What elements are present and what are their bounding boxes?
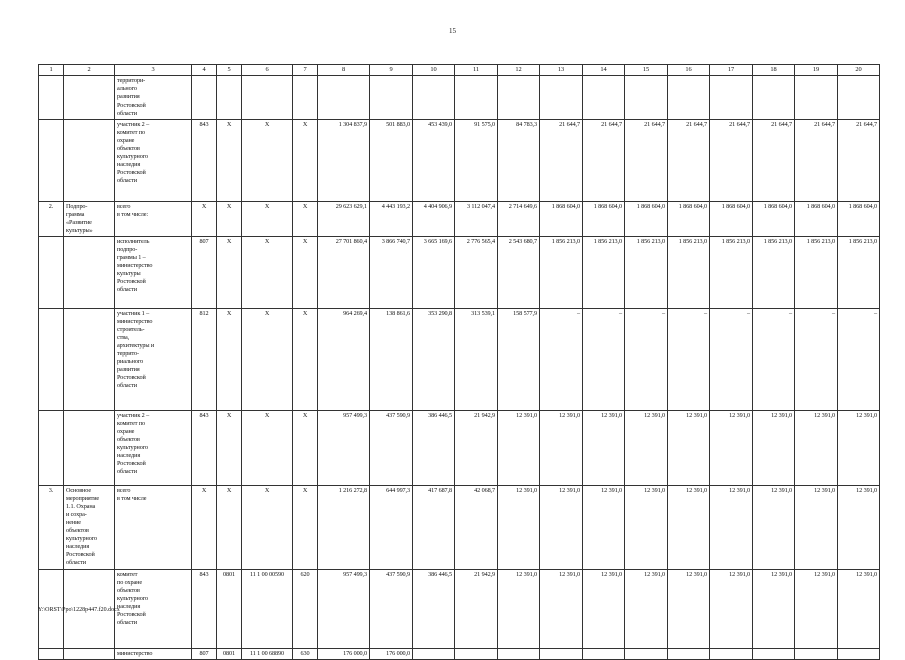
table-cell: 386 446,5 (413, 410, 455, 485)
table-cell: 1 868 604,0 (540, 201, 583, 236)
table-cell (64, 648, 115, 659)
table-cell: 21 942,9 (455, 569, 498, 648)
table-cell (64, 119, 115, 201)
table-cell: 12 391,0 (583, 410, 625, 485)
table-cell: 3 665 169,6 (413, 236, 455, 308)
table-cell: 21 644,7 (583, 119, 625, 201)
table-cell (838, 76, 880, 119)
table-cell (39, 410, 64, 485)
table-cell: 12 391,0 (795, 569, 838, 648)
table-cell: 807 (192, 236, 217, 308)
table-cell: – (753, 308, 795, 410)
table-cell: министерство (115, 648, 192, 659)
table-cell (838, 648, 880, 659)
table-cell: 620 (293, 569, 318, 648)
table-cell: 21 644,7 (668, 119, 710, 201)
table-cell (710, 648, 753, 659)
table-cell: 42 068,7 (455, 485, 498, 569)
table-cell: Х (217, 201, 242, 236)
table-cell: 1 868 604,0 (753, 201, 795, 236)
table-cell: 176 000,0 (318, 648, 370, 659)
table-cell: Х (293, 485, 318, 569)
table-cell: 4 404 906,9 (413, 201, 455, 236)
table-row (39, 485, 880, 569)
table-cell: 843 (192, 119, 217, 201)
table-cell: комитет по охране объектов культурного наследия Ростовской области (115, 569, 192, 648)
table-cell: Х (192, 485, 217, 569)
table-cell: 4 443 193,2 (370, 201, 413, 236)
column-number: 6 (242, 65, 293, 76)
table-cell: 12 391,0 (795, 410, 838, 485)
table-cell: 1 868 604,0 (625, 201, 668, 236)
table-cell: 12 391,0 (540, 410, 583, 485)
table-cell (39, 119, 64, 201)
table-cell (668, 648, 710, 659)
table-cell: 437 590,9 (370, 410, 413, 485)
table-cell: 12 391,0 (668, 485, 710, 569)
table-cell: 957 499,3 (318, 410, 370, 485)
table-cell: 2 714 649,6 (498, 201, 540, 236)
table-cell: 12 391,0 (668, 569, 710, 648)
table-cell: Подпро- грамма «Развитие культуры» (64, 201, 115, 236)
table-cell: территори- ального развития Ростовской области (115, 76, 192, 119)
column-number: 15 (625, 65, 668, 76)
table-row (39, 648, 880, 659)
table-cell: – (710, 308, 753, 410)
table-cell: Х (217, 485, 242, 569)
table-cell: 12 391,0 (498, 485, 540, 569)
table-cell (795, 648, 838, 659)
table-cell: 21 644,7 (795, 119, 838, 201)
table-cell (39, 236, 64, 308)
table-cell: участник 1 – министерство строитель- ства, архитектуры и террито- риального развития Ростовской области (115, 308, 192, 410)
table-cell: 21 942,9 (455, 410, 498, 485)
table-cell: 417 687,8 (413, 485, 455, 569)
table-cell: Х (242, 485, 293, 569)
table-cell: Х (192, 201, 217, 236)
table-cell: 176 000,0 (370, 648, 413, 659)
table-cell: 3 866 740,7 (370, 236, 413, 308)
table-cell: – (795, 308, 838, 410)
table-cell: Х (293, 410, 318, 485)
table-cell (498, 648, 540, 659)
table-cell: 807 (192, 648, 217, 659)
table-cell: 964 269,4 (318, 308, 370, 410)
table-cell (710, 76, 753, 119)
table-cell: 12 391,0 (838, 410, 880, 485)
table-cell (413, 76, 455, 119)
table-cell: 1 868 604,0 (795, 201, 838, 236)
table-cell: Х (293, 236, 318, 308)
table-cell: 812 (192, 308, 217, 410)
table-cell: 12 391,0 (498, 410, 540, 485)
column-number: 13 (540, 65, 583, 76)
table-cell: Х (242, 201, 293, 236)
table-cell (64, 308, 115, 410)
column-number: 16 (668, 65, 710, 76)
table-cell (753, 648, 795, 659)
table-cell: Х (217, 119, 242, 201)
column-number: 12 (498, 65, 540, 76)
table-cell: 12 391,0 (583, 485, 625, 569)
column-number: 7 (293, 65, 318, 76)
table-cell: 353 290,8 (413, 308, 455, 410)
table-cell: 1 304 837,9 (318, 119, 370, 201)
budget-table (38, 64, 880, 660)
table-cell (39, 76, 64, 119)
table-cell (64, 236, 115, 308)
table-cell: 644 997,3 (370, 485, 413, 569)
table-cell (39, 648, 64, 659)
table-cell (242, 76, 293, 119)
column-number: 18 (753, 65, 795, 76)
table-cell: 12 391,0 (838, 569, 880, 648)
table-cell: 12 391,0 (625, 569, 668, 648)
table-cell: 12 391,0 (753, 485, 795, 569)
table-cell: 1 856 213,0 (710, 236, 753, 308)
table-cell: Х (217, 308, 242, 410)
table-cell: – (583, 308, 625, 410)
table-row (39, 569, 880, 648)
table-cell: всего в том числе: (115, 201, 192, 236)
table-cell: 21 644,7 (838, 119, 880, 201)
table-cell (583, 76, 625, 119)
column-number: 1 (39, 65, 64, 76)
column-number: 20 (838, 65, 880, 76)
table-cell: 12 391,0 (838, 485, 880, 569)
table-cell: 21 644,7 (625, 119, 668, 201)
footer-path: Y:\ORST\Ppo\1228p447.f20.docx (38, 607, 120, 613)
table-cell: 453 439,0 (413, 119, 455, 201)
table-cell: – (540, 308, 583, 410)
table-cell (625, 76, 668, 119)
table-cell: 1 856 213,0 (625, 236, 668, 308)
table-cell: – (668, 308, 710, 410)
table-cell: Х (217, 236, 242, 308)
table-cell (455, 76, 498, 119)
page-number: 15 (449, 27, 456, 35)
column-number: 14 (583, 65, 625, 76)
table-cell: Х (217, 410, 242, 485)
table-cell: 1 868 604,0 (710, 201, 753, 236)
table-cell: Х (242, 236, 293, 308)
table-cell (583, 648, 625, 659)
table-cell: 0801 (217, 569, 242, 648)
table-cell: 843 (192, 569, 217, 648)
table-cell: 12 391,0 (795, 485, 838, 569)
table-cell (370, 76, 413, 119)
table-cell: 843 (192, 410, 217, 485)
table-cell: 12 391,0 (710, 410, 753, 485)
table-cell: 84 783,3 (498, 119, 540, 201)
table-cell (64, 76, 115, 119)
table-cell: Х (242, 308, 293, 410)
table-cell: 1 856 213,0 (540, 236, 583, 308)
table-cell: 437 590,9 (370, 569, 413, 648)
table-cell: 1 868 604,0 (668, 201, 710, 236)
table-row (39, 76, 880, 119)
table-row (39, 119, 880, 201)
table-cell (192, 76, 217, 119)
column-number: 10 (413, 65, 455, 76)
table-cell: 12 391,0 (540, 569, 583, 648)
table-cell: 501 883,0 (370, 119, 413, 201)
column-number: 8 (318, 65, 370, 76)
table-cell (625, 648, 668, 659)
column-number: 9 (370, 65, 413, 76)
table-cell: 12 391,0 (753, 569, 795, 648)
table-cell: 12 391,0 (710, 485, 753, 569)
table-cell (64, 410, 115, 485)
table-cell: исполнитель подпро- граммы 1 – министерство культуры Ростовской области (115, 236, 192, 308)
table-cell (39, 308, 64, 410)
table-cell: Х (242, 119, 293, 201)
table-cell: Х (293, 201, 318, 236)
table-cell: 1 868 604,0 (838, 201, 880, 236)
column-number: 3 (115, 65, 192, 76)
table-cell: 21 644,7 (710, 119, 753, 201)
table-cell: Х (293, 308, 318, 410)
table-cell: 1 856 213,0 (795, 236, 838, 308)
table-cell: 1 856 213,0 (583, 236, 625, 308)
table-cell: 12 391,0 (625, 410, 668, 485)
table-cell: 12 391,0 (710, 569, 753, 648)
table-cell: 12 391,0 (753, 410, 795, 485)
table-cell: 1 856 213,0 (753, 236, 795, 308)
table-cell: 11 1 00 00590 (242, 569, 293, 648)
table-cell: – (838, 308, 880, 410)
table-cell (540, 648, 583, 659)
table-cell: участник 2 – комитет по охране объектов культурного наследия Ростовской области (115, 410, 192, 485)
table-cell: 12 391,0 (498, 569, 540, 648)
table-cell: 957 499,3 (318, 569, 370, 648)
table-cell: Х (242, 410, 293, 485)
table-cell: 1 856 213,0 (838, 236, 880, 308)
table-cell: 2 543 680,7 (498, 236, 540, 308)
table-cell (293, 76, 318, 119)
table-row (39, 308, 880, 410)
table-cell: 1 856 213,0 (668, 236, 710, 308)
table-cell: 12 391,0 (583, 569, 625, 648)
table-cell: 1 868 604,0 (583, 201, 625, 236)
table-cell: 3 112 047,4 (455, 201, 498, 236)
table-cell: 12 391,0 (540, 485, 583, 569)
table-cell: 1 216 272,8 (318, 485, 370, 569)
table-cell: 2. (39, 201, 64, 236)
table-cell (413, 648, 455, 659)
table-cell (795, 76, 838, 119)
table-cell (498, 76, 540, 119)
table-cell: 2 776 565,4 (455, 236, 498, 308)
table-cell: 12 391,0 (668, 410, 710, 485)
table-cell: Х (293, 119, 318, 201)
header-row (39, 65, 880, 76)
table-cell (540, 76, 583, 119)
table-cell: – (625, 308, 668, 410)
table-row (39, 236, 880, 308)
table-cell: 158 577,9 (498, 308, 540, 410)
table-cell: 386 446,5 (413, 569, 455, 648)
column-number: 5 (217, 65, 242, 76)
table-cell: 12 391,0 (625, 485, 668, 569)
table-cell (318, 76, 370, 119)
table-cell: 21 644,7 (540, 119, 583, 201)
table-cell: 27 701 860,4 (318, 236, 370, 308)
table-cell (217, 76, 242, 119)
column-number: 19 (795, 65, 838, 76)
table-cell: 29 623 629,1 (318, 201, 370, 236)
column-number: 4 (192, 65, 217, 76)
table-cell: Основное мероприятие 1.1. Охрана и сохра- нение объектов культурного наследия Ростовской области (64, 485, 115, 569)
table-row (39, 410, 880, 485)
column-number: 17 (710, 65, 753, 76)
table-cell (668, 76, 710, 119)
table-cell: 138 861,6 (370, 308, 413, 410)
column-number: 2 (64, 65, 115, 76)
table-cell: 11 1 00 68890 (242, 648, 293, 659)
table-cell: 630 (293, 648, 318, 659)
column-number: 11 (455, 65, 498, 76)
table-cell: 0801 (217, 648, 242, 659)
table-cell (455, 648, 498, 659)
table-cell: участник 2 – комитет по охране объектов культурного наследия Ростовской области (115, 119, 192, 201)
table-cell: 91 575,0 (455, 119, 498, 201)
table-row (39, 201, 880, 236)
table-cell: 3. (39, 485, 64, 569)
table-cell: всего в том числе (115, 485, 192, 569)
table-cell: 313 539,1 (455, 308, 498, 410)
table-cell (753, 76, 795, 119)
table-cell: 21 644,7 (753, 119, 795, 201)
